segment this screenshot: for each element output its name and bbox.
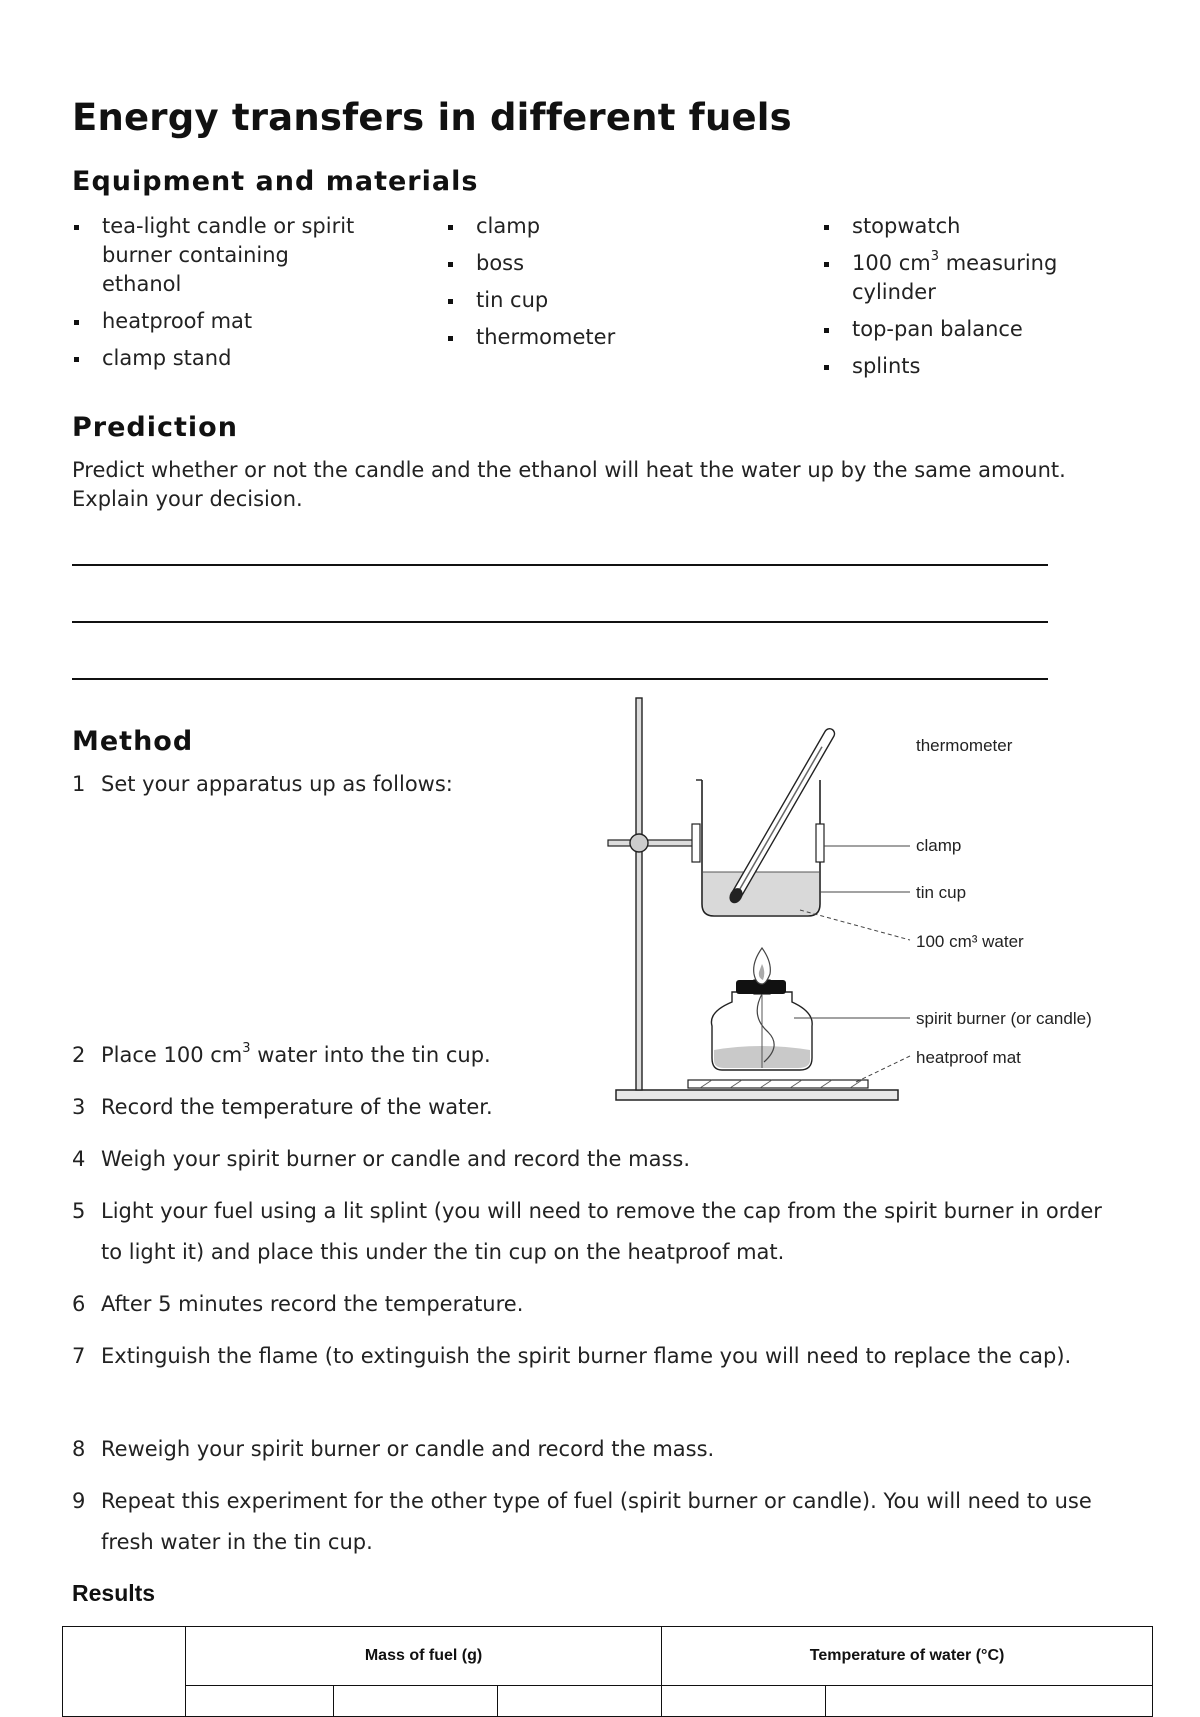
equipment-item: splints	[822, 352, 1082, 381]
answer-line[interactable]	[72, 621, 1048, 623]
answer-line[interactable]	[72, 564, 1048, 566]
equipment-item: tea-light candle or spirit burner containing ethanol	[72, 212, 372, 299]
equipment-item: clamp	[446, 212, 776, 241]
table-cell[interactable]	[334, 1686, 498, 1717]
label-tin-cup: tin cup	[916, 883, 967, 902]
equipment-column-1	[72, 212, 402, 381]
temperature-header: Temperature of water (°C)	[662, 1627, 1153, 1686]
table-cell[interactable]	[63, 1627, 186, 1717]
mass-header: Mass of fuel (g)	[186, 1627, 662, 1686]
method-step: 2 Place 100 $cm^3$ water into the tin cup.	[72, 1041, 491, 1067]
method-step: 7 Extinguish the flame (to extinguish the spirit burner flame you will need to replace the cap).	[72, 1344, 1072, 1368]
method-step: 4 Weigh your spirit burner or candle and record the mass.	[72, 1147, 691, 1171]
method-step: 3 Record the temperature of the water.	[72, 1095, 493, 1119]
stand-base	[616, 1090, 898, 1100]
equipment-item: top-pan balance	[822, 315, 1082, 344]
table-cell[interactable]	[186, 1686, 334, 1717]
method-step: 1 Set your apparatus up as follows:	[72, 772, 453, 796]
equipment-item: boss	[446, 249, 776, 278]
apparatus-diagram	[600, 696, 1120, 1116]
stand-rod	[636, 698, 642, 1090]
equipment-item: thermometer	[446, 323, 776, 352]
equipment-item: 100 $cm^3$ measuring cylinder	[822, 249, 1062, 307]
equipment-heading: Equipment and materials	[72, 166, 479, 197]
method-step: 5 Light your fuel using a lit splint (you will need to remove the cap from the spirit burner in order to light it) and place this under the tin cup on the heatproof mat.	[72, 1199, 1102, 1264]
boss	[630, 834, 648, 852]
label-thermometer: thermometer	[916, 736, 1013, 755]
label-clamp: clamp	[916, 836, 962, 855]
results-heading: Results	[72, 1580, 156, 1606]
prediction-text: Predict whether or not the candle and the ethanol will heat the water up by the same amount. Explain your decision.	[72, 458, 1066, 511]
table-cell[interactable]	[662, 1686, 826, 1717]
table-cell[interactable]	[498, 1686, 662, 1717]
equipment-item: heatproof mat	[72, 307, 402, 336]
results-table	[62, 1626, 1153, 1717]
label-water: 100 cm³ water	[916, 932, 1024, 951]
equipment-column-2	[446, 212, 776, 360]
answer-line[interactable]	[72, 678, 1048, 680]
water	[703, 872, 819, 915]
equipment-item: clamp stand	[72, 344, 402, 373]
equipment-item: tin cup	[446, 286, 776, 315]
equipment-column-3	[822, 212, 1082, 389]
label-mat: heatproof mat	[916, 1048, 1021, 1067]
label-burner: spirit burner (or candle)	[916, 1009, 1092, 1028]
method-heading: Method	[72, 726, 194, 757]
prediction-heading: Prediction	[72, 412, 238, 443]
heatproof-mat	[688, 1080, 868, 1088]
method-step: 9 Repeat this experiment for the other type of fuel (spirit burner or candle). You will need to use fresh water in the tin cup.	[72, 1489, 1092, 1554]
method-step: 6 After 5 minutes record the temperature.	[72, 1292, 524, 1316]
equipment-item: stopwatch	[822, 212, 1082, 241]
clamp-arm	[608, 840, 696, 846]
page-title: Energy transfers in different fuels	[72, 96, 792, 139]
table-cell[interactable]	[826, 1686, 1153, 1717]
method-step: 8 Reweigh your spirit burner or candle and record the mass.	[72, 1437, 715, 1461]
